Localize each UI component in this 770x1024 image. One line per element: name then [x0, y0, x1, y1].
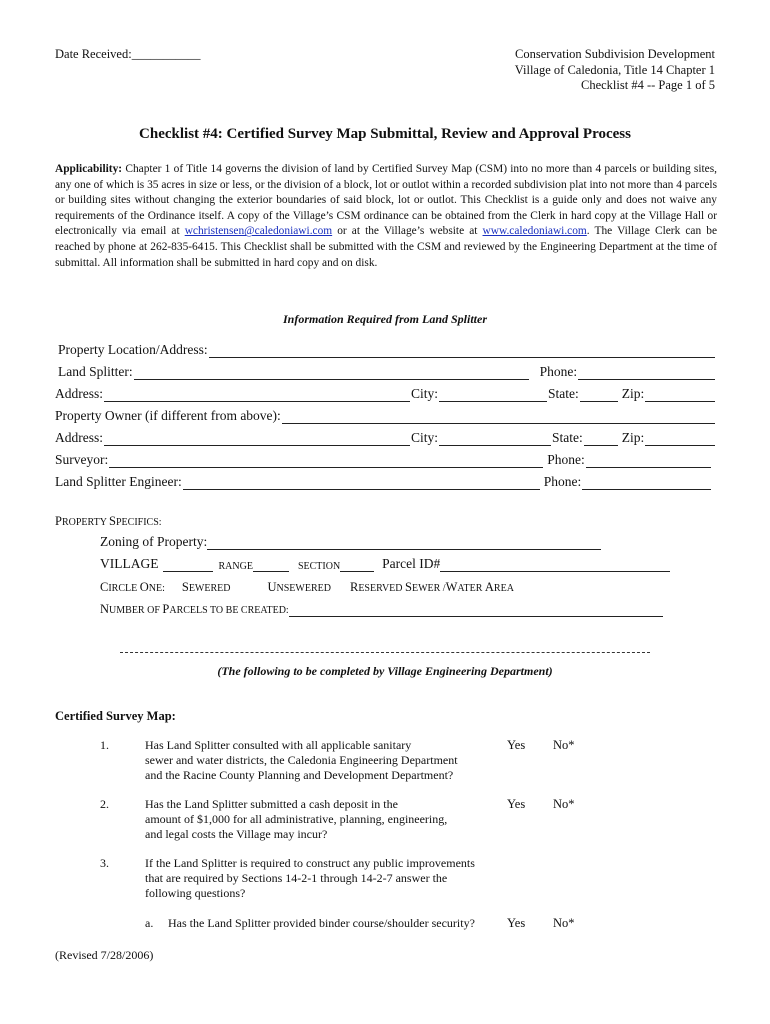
section-divider — [120, 652, 650, 653]
village-website-link[interactable]: www.caledoniawi.com — [482, 225, 587, 238]
clerk-email-link[interactable]: wchristensen@caledoniawi.com — [184, 225, 333, 238]
surveyor-label: Surveyor: — [55, 452, 109, 467]
question-text — [145, 797, 485, 841]
property-specifics-heading — [55, 514, 162, 529]
address-field-2[interactable] — [104, 432, 410, 446]
engineer-label: Land Splitter Engineer: — [55, 474, 182, 489]
parcels-label — [100, 602, 289, 617]
yes-option[interactable]: Yes — [507, 797, 526, 811]
zoning-row — [100, 532, 601, 550]
parcel-id-label: Parcel ID# — [382, 556, 441, 571]
property-location-row — [58, 340, 716, 358]
question-line: following questions? — [145, 885, 246, 900]
header-line-3: Checklist #4 -- Page 1 of 5 — [580, 78, 715, 92]
engineer-field[interactable] — [183, 476, 540, 490]
applicability-paragraph — [55, 162, 717, 271]
question-text — [145, 738, 485, 782]
question-text — [145, 856, 485, 900]
city-field-2[interactable] — [439, 432, 551, 446]
state-label-1: State: — [548, 386, 579, 401]
question-number: 2. — [100, 797, 109, 811]
header-line-1: Conservation Subdivision Development — [515, 47, 715, 61]
reserved-option[interactable] — [350, 580, 514, 595]
applicability-text-3: . The Village Clerk can be reached by phone at 262-835-6415. This Checklist shall be submitted with the CSM and reviewed by the Engineering Department at the time of submittal. All information shall be submitted in hard copy and on disk. — [55, 225, 717, 269]
engineer-phone-label: Phone: — [543, 474, 582, 489]
applicability-label: Applicability: — [55, 163, 123, 175]
circle-one-rest: IRCLE — [108, 583, 140, 594]
parcels-field[interactable] — [289, 603, 663, 617]
state-field-1[interactable] — [580, 388, 618, 402]
yes-option[interactable]: Yes — [507, 738, 526, 752]
no-option[interactable]: No* — [553, 916, 575, 930]
range-field[interactable] — [253, 558, 289, 572]
yes-option[interactable]: Yes — [507, 916, 526, 930]
heading-rest: ROPERTY — [61, 517, 110, 528]
circle-one-cap: C — [100, 580, 109, 594]
option-cap: W — [445, 580, 458, 594]
info-required-heading: Information Required from Land Splitter — [282, 312, 488, 326]
revision-footer: (Revised 7/28/2006) — [55, 948, 154, 962]
address-label-2: Address: — [55, 430, 103, 445]
range-label: RANGE — [218, 561, 253, 572]
heading-rest: PECIFICS: — [116, 517, 162, 528]
circle-one-rest: NE: — [148, 583, 165, 594]
option-rest: ATER — [457, 583, 485, 594]
no-option[interactable]: No* — [553, 738, 575, 752]
question-line: that are required by Sections 14-2-1 through 14-2-7 answer the — [145, 870, 448, 885]
option-rest: ESERVED — [358, 583, 406, 594]
question-line: If the Land Splitter is required to construct any public improvements — [145, 856, 475, 870]
address-field-1[interactable] — [104, 388, 410, 402]
engineer-row — [55, 472, 712, 490]
csm-heading: Certified Survey Map: — [55, 709, 176, 723]
city-label-1: City: — [411, 386, 439, 401]
sub-question-letter: a. — [145, 916, 154, 930]
zip-label-1: Zip: — [621, 386, 645, 401]
property-owner-row — [55, 406, 716, 424]
question-line: and legal costs the Village may incur? — [145, 826, 328, 841]
question-line: Has Land Splitter consulted with all applicable sanitary — [145, 738, 412, 752]
engineering-heading: (The following to be completed by Village Engineering Department) — [217, 664, 553, 678]
property-owner-field[interactable] — [282, 410, 715, 424]
question-line: amount of $1,000 for all administrative, planning, engineering, — [145, 811, 448, 826]
parcels-cap: N — [100, 602, 110, 616]
state-label-2: State: — [552, 430, 583, 445]
land-splitter-phone-field[interactable] — [578, 366, 715, 380]
page-title: Checklist #4: Certified Survey Map Submittal, Review and Approval Process — [139, 126, 631, 142]
surveyor-phone-field[interactable] — [586, 454, 711, 468]
option-rest: NSEWERED — [276, 583, 331, 594]
circle-one-cap: O — [139, 580, 149, 594]
city-label-2: City: — [411, 430, 439, 445]
option-cap: S — [181, 580, 189, 594]
unsewered-option[interactable] — [267, 580, 330, 595]
question-line: and the Racine County Planning and Development Department? — [145, 767, 454, 782]
village-label: VILLAGE — [100, 556, 159, 571]
zoning-label: Zoning of Property: — [100, 534, 208, 549]
date-received: Date Received:___________ — [55, 47, 201, 61]
zip-field-1[interactable] — [645, 388, 715, 402]
land-splitter-row — [58, 362, 716, 380]
no-option[interactable]: No* — [553, 797, 575, 811]
city-field-1[interactable] — [439, 388, 547, 402]
circle-one-row — [100, 577, 514, 595]
land-splitter-phone-label: Phone: — [539, 364, 578, 379]
address-label-1: Address: — [55, 386, 103, 401]
option-cap: A — [484, 580, 494, 594]
address-row-2 — [55, 428, 716, 446]
zoning-field[interactable] — [207, 536, 601, 550]
section-field[interactable] — [340, 558, 374, 572]
property-location-label: Property Location/Address: — [58, 342, 208, 357]
parcels-row — [100, 599, 663, 617]
surveyor-field[interactable] — [109, 454, 543, 468]
applicability-text-2: or at the Village’s website at — [332, 225, 483, 238]
applicability-text-1: Chapter 1 of Title 14 governs the division of land by Certified Survey Map (CSM) into no more than 4 parcels or building sites, any one of which is 35 acres in size or less, or the division of a block, lot or outlot within a recorded subdivision plat into not more than 4 parcels or building sites without changing the exterior boundaries of said block, lot or outlot. This Checklist is a guide only and does not waive any requirements of the Ordinance itself. A copy of the Village’s CSM ordinance can be obtained from the Clerk in hard copy at the Village Hall or electronically via email at — [55, 163, 717, 238]
state-field-2[interactable] — [584, 432, 618, 446]
option-rest: EWERED — [188, 583, 231, 594]
option-rest: EWER / — [411, 583, 446, 594]
section-label: SECTION — [297, 561, 341, 572]
question-number: 3. — [100, 856, 109, 870]
parcels-rest: ARCELS TO BE CREATED: — [169, 605, 289, 616]
option-cap: U — [267, 580, 277, 594]
address-row-1 — [55, 384, 716, 402]
parcels-cap: P — [162, 602, 170, 616]
land-splitter-label: Land Splitter: — [58, 364, 133, 379]
heading-cap: S — [109, 514, 116, 528]
option-cap: R — [349, 580, 359, 594]
parcel-id-field[interactable] — [440, 558, 670, 572]
sub-question-text — [168, 916, 508, 931]
village-field[interactable] — [163, 558, 213, 572]
village-row — [100, 554, 670, 572]
question-line: Has the Land Splitter submitted a cash deposit in the — [145, 797, 398, 811]
option-rest: REA — [493, 583, 514, 594]
property-owner-label: Property Owner (if different from above): — [55, 408, 281, 423]
parcels-rest: UMBER OF — [109, 605, 163, 616]
heading-cap: P — [55, 514, 62, 528]
zip-label-2: Zip: — [621, 430, 645, 445]
option-cap: S — [405, 580, 412, 594]
surveyor-phone-label: Phone: — [547, 452, 585, 467]
question-number: 1. — [100, 738, 109, 752]
document-header — [515, 47, 715, 94]
engineer-phone-field[interactable] — [582, 476, 711, 490]
header-line-2: Village of Caledonia, Title 14 Chapter 1 — [514, 62, 715, 77]
zip-field-2[interactable] — [645, 432, 715, 446]
land-splitter-field[interactable] — [134, 366, 529, 380]
circle-one-label — [100, 580, 165, 595]
question-line: sewer and water districts, the Caledonia Engineering Department — [145, 752, 458, 767]
surveyor-row — [55, 450, 712, 468]
property-location-field[interactable] — [209, 344, 715, 358]
question-line: Has the Land Splitter provided binder course/shoulder security? — [168, 916, 475, 930]
sewered-option[interactable] — [182, 580, 231, 595]
